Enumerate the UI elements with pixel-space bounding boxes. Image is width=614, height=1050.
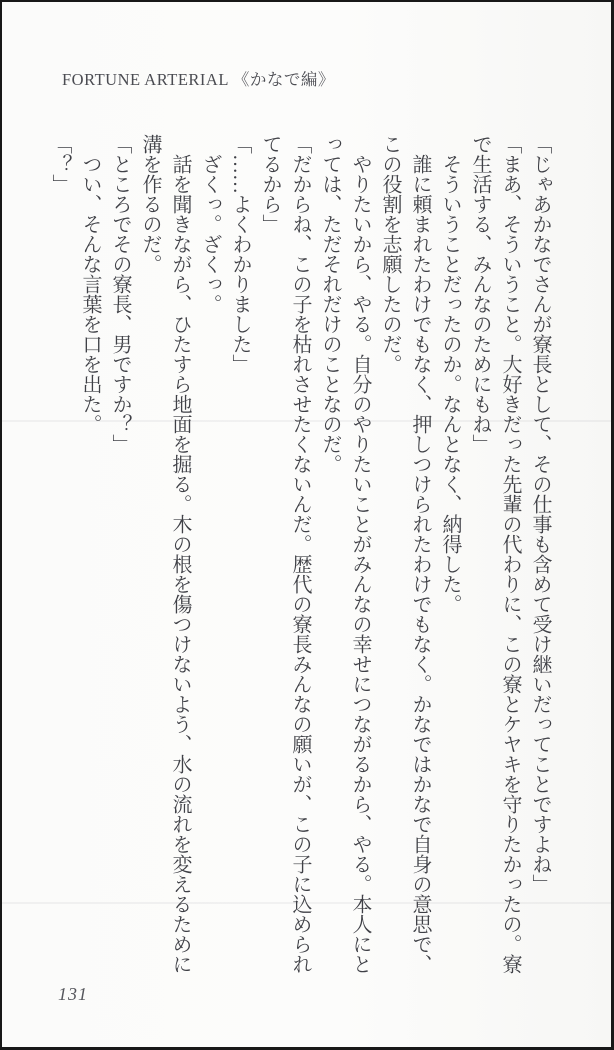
paragraph-dialogue: 「……よくわかりました」 bbox=[229, 134, 251, 374]
paragraph-narrative: ざくっ。ざくっ。 bbox=[199, 154, 221, 314]
paragraph-narrative: やりたいから、やる。自分のやりたいことがみんなの幸せにつながるから、やる。本人にとっては、ただそれだけのことなのだ。 bbox=[319, 134, 371, 974]
paragraph-dialogue: 「だからね、この子を枯れさせたくないんだ。歴代の寮長みんなの願いが、この子に込められてるから」 bbox=[259, 134, 311, 974]
paragraph-dialogue: 「？」 bbox=[49, 134, 71, 194]
paragraph-dialogue: 「まあ、そういうこと。大好きだった先輩の代わりに、この寮とケヤキを守りたかったの。寮で生活する、みんなのためにもね」 bbox=[469, 134, 521, 974]
paragraph-narrative: 誰に頼まれたわけでもなく、押しつけられたわけでもなく。かなではかなで自身の意思で、この役割を志願したのだ。 bbox=[379, 134, 431, 974]
paragraph-dialogue: 「じゃあかなでさんが寮長として、その仕事も含めて受け継いだってことですよね」 bbox=[529, 134, 551, 894]
paragraph-dialogue: 「ところでその寮長、男ですか？」 bbox=[109, 134, 131, 454]
page-number: 131 bbox=[58, 984, 88, 1004]
paragraph-narrative: 話を聞きながら、ひたすら地面を掘る。木の根を傷つけないよう、水の流れを変えるために溝を作るのだ。 bbox=[139, 134, 191, 974]
running-header: FORTUNE ARTERIAL 《かなで編》 bbox=[62, 70, 335, 89]
novel-text-block bbox=[45, 134, 555, 979]
paragraph-narrative: つい、そんな言葉を口を出た。 bbox=[79, 154, 101, 434]
paragraph-narrative: そういうことだったのか。なんとなく、納得した。 bbox=[439, 154, 461, 614]
